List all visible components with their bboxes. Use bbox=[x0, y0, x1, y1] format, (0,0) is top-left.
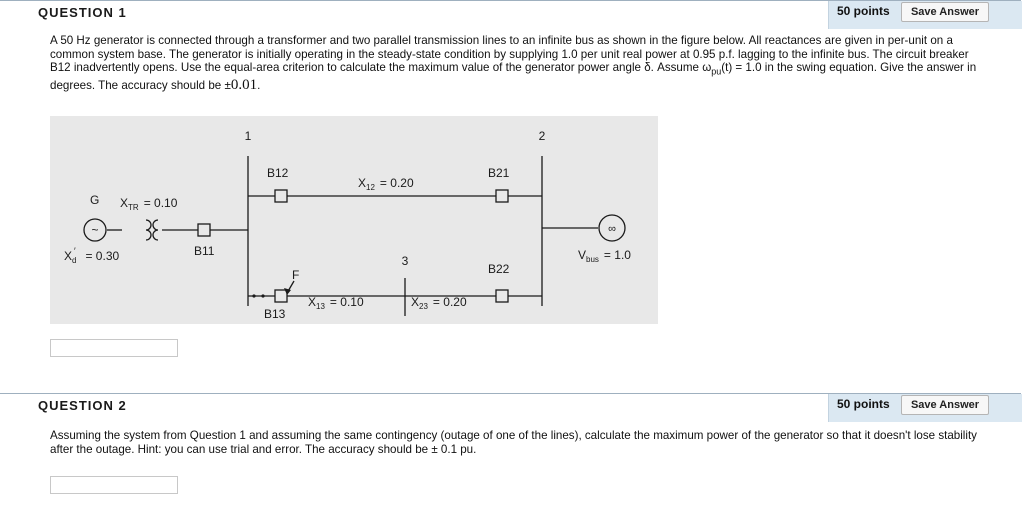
line-dot bbox=[261, 294, 264, 297]
fault-label: F bbox=[292, 268, 300, 282]
question-1-answer-input[interactable] bbox=[50, 339, 178, 357]
generator-label: G bbox=[90, 193, 100, 207]
bus-2-label: 2 bbox=[538, 129, 546, 143]
generator-symbol: ~ bbox=[91, 223, 99, 237]
question-1-header bbox=[0, 0, 1021, 29]
question-1-text-sub: pu bbox=[711, 66, 722, 77]
line-dot bbox=[252, 294, 255, 297]
question-1-save-answer-button[interactable]: Save Answer bbox=[901, 2, 989, 22]
xd-prime-mark: ′ bbox=[74, 246, 76, 256]
bus-3-label: 3 bbox=[401, 254, 409, 268]
bus-1-label: 1 bbox=[244, 129, 252, 143]
breaker-b22-label: B22 bbox=[488, 262, 510, 276]
breaker-b11-label: B11 bbox=[194, 244, 215, 258]
x13-label: $X_{13} = 0.10$ bbox=[308, 295, 364, 311]
x12-label: $X_{12} = 0.20$ bbox=[358, 176, 414, 192]
breaker-b13-label: B13 bbox=[264, 307, 286, 321]
x23-label: $X_{23} = 0.20$ bbox=[411, 295, 467, 311]
question-2-title: QUESTION 2 bbox=[38, 398, 127, 413]
question-2-text: Assuming the system from Question 1 and assuming the same contingency (outage of one of the lines), calculate the maximum power of the generator so that it doesn't lose stability after the outage. Hint: you can use trial and error. The accuracy should be ± 0.1 pu. bbox=[50, 429, 977, 456]
question-1-text-main: A 50 Hz generator is connected through a transformer and two parallel transmission lines to an infinite bus as shown in the figure below. All reactances are given in per-unit on a common system base. The generator is initially operating in the steady-state condition by supplying 1.0 per unit real power at 0.95 p.f. lagging to the infinite bus. The circuit breaker B12 inadvertently opens. Use the equal-area criterion to calculate the maximum value of the generator power angle δ. Assume ω bbox=[50, 34, 969, 74]
question-1-title: QUESTION 1 bbox=[38, 5, 127, 20]
breaker-b21-label: B21 bbox=[488, 166, 510, 180]
question-2-save-answer-button[interactable]: Save Answer bbox=[901, 395, 989, 415]
question-1-text-end: . bbox=[257, 78, 261, 92]
infinite-bus-symbol: ∞ bbox=[608, 223, 616, 235]
breaker-b12-label: B12 bbox=[267, 166, 289, 180]
question-2-points: 50 points bbox=[837, 397, 890, 411]
question-1-points-panel bbox=[828, 1, 1022, 29]
question-2-points-panel bbox=[828, 394, 1022, 422]
circuit-figure bbox=[50, 116, 658, 324]
question-1-accuracy: 0.01 bbox=[230, 76, 258, 93]
question-2-header bbox=[0, 393, 1021, 422]
question-1-text-rest: (t) = 1.0 in the swing equation. Give the answer in degrees. The accuracy should be ± bbox=[50, 61, 977, 92]
question-1-points: 50 points bbox=[837, 4, 890, 18]
xd-label: $X_d = 0.30$ bbox=[64, 249, 120, 265]
xtr-label: $X_{TR} = 0.10$ bbox=[120, 196, 178, 212]
question-1-text bbox=[50, 34, 985, 92]
question-2-answer-input[interactable] bbox=[50, 476, 178, 494]
circuit-diagram bbox=[50, 116, 658, 324]
vbus-label: $V_{bus} = 1.0$ bbox=[578, 248, 631, 264]
